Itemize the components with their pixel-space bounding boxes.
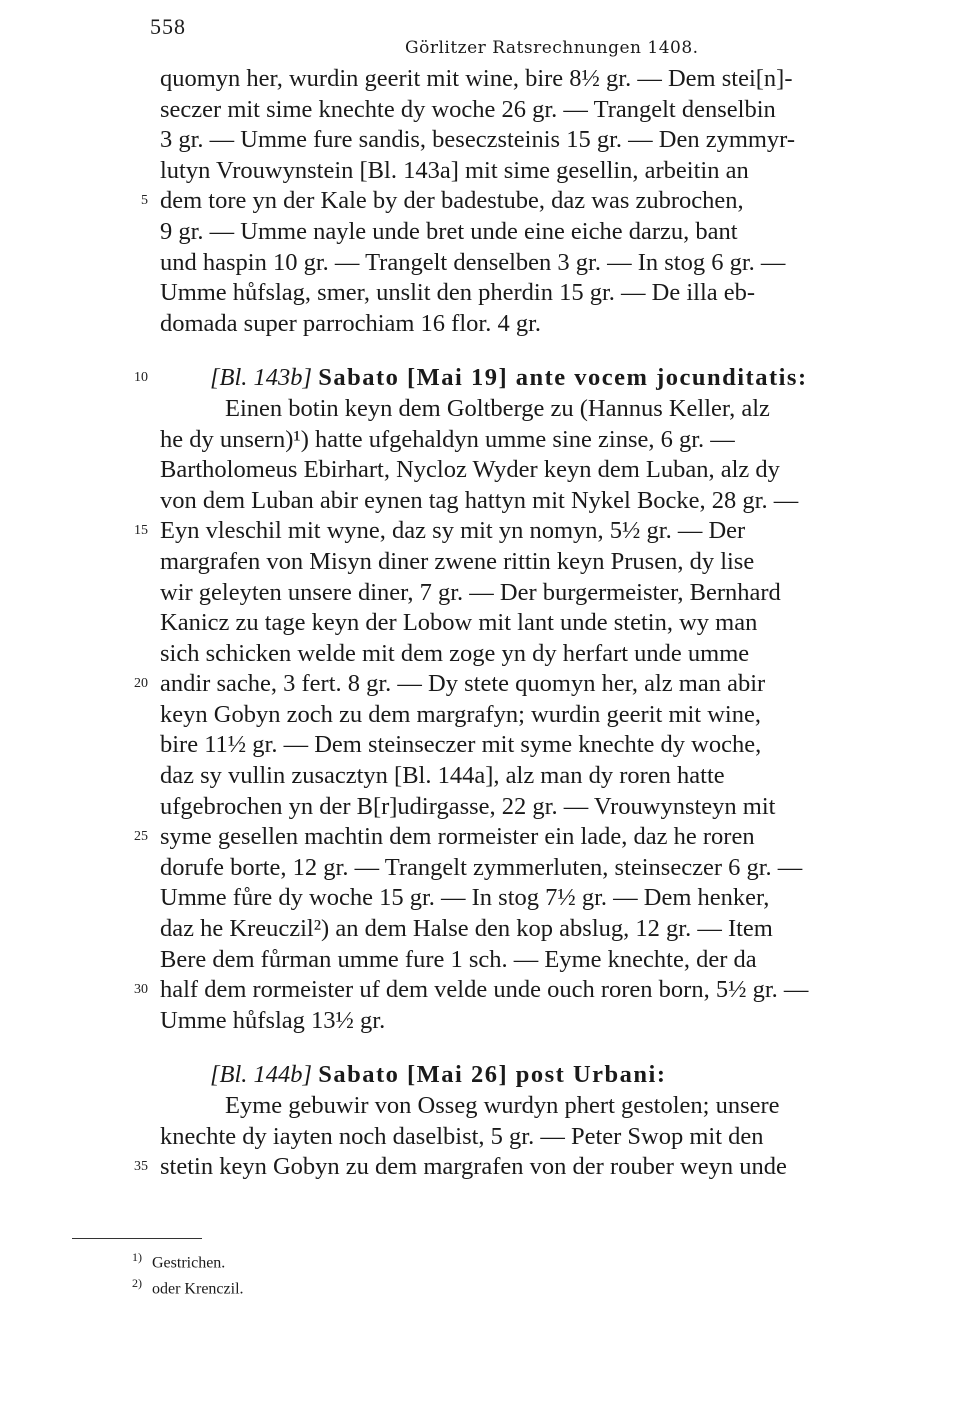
section-1-paragraph (110, 394, 900, 1036)
text-line (110, 975, 900, 1006)
folio-reference: [Bl. 143b] (210, 364, 313, 392)
line-text: Umme fůre dy woche 15 gr. — In stog 7½ gr. — Dem henker, (160, 884, 770, 912)
line-text: stetin keyn Gobyn zu dem margrafen von der rouber weyn unde (160, 1153, 787, 1181)
text-line (110, 1006, 900, 1037)
text-line (110, 1091, 900, 1122)
text-line (110, 669, 900, 700)
line-number: 20 (134, 676, 148, 692)
line-number: 25 (134, 829, 148, 845)
line-text: daz he Kreuczil²) an dem Halse den kop abslug, 12 gr. — Item (160, 915, 773, 943)
text-line (110, 547, 900, 578)
text-line (110, 822, 900, 853)
line-text: ufgebrochen yn der B[r]udirgasse, 22 gr. — Vrouwynsteyn mit (160, 792, 776, 820)
line-number: 35 (134, 1159, 148, 1175)
text-line (110, 248, 900, 279)
line-number: 30 (134, 982, 148, 998)
line-text: Umme hůfslag, smer, unslit den pherdin 15 gr. — De illa eb- (160, 279, 756, 307)
line-text: 9 gr. — Umme nayle unde bret unde eine eiche darzu, bant (160, 217, 738, 245)
line-text: bire 11½ gr. — Dem steinseczer mit syme knechte dy woche, (160, 731, 762, 759)
line-text: und haspin 10 gr. — Trangelt denselben 3 gr. — In stog 6 gr. — (160, 248, 786, 276)
text-line (110, 1152, 900, 1183)
line-text: daz sy vullin zusacztyn [Bl. 144a], alz man dy roren hatte (160, 762, 725, 790)
section-2-paragraph (110, 1091, 900, 1183)
line-text: dem tore yn der Kale by der badestube, daz was zubrochen, (160, 187, 744, 215)
text-line (110, 608, 900, 639)
text-line (110, 761, 900, 792)
line-text: sich schicken welde mit dem zoge yn dy herfart unde umme (160, 639, 750, 667)
running-head: Görlitzer Ratsrechnungen 1408. (405, 38, 699, 58)
footnote-text: oder Krenczil. (152, 1280, 244, 1298)
text-line (110, 883, 900, 914)
line-text: Bartholomeus Ebirhart, Nycloz Wyder keyn dem Luban, alz dy (160, 456, 780, 484)
text-line (110, 639, 900, 670)
spacer (110, 1036, 900, 1060)
folio-reference: [Bl. 144b] (210, 1061, 313, 1089)
intro-paragraph (110, 64, 900, 339)
line-text: von dem Luban abir eynen tag hattyn mit Nykel Bocke, 28 gr. — (160, 486, 799, 514)
line-text: he dy unsern)¹) hatte ufgehaldyn umme sine zinse, 6 gr. — (160, 425, 735, 453)
text-line (110, 125, 900, 156)
text-line (110, 853, 900, 884)
line-text: lutyn Vrouwynstein [Bl. 143a] mit sime gesellin, arbeitin an (160, 156, 749, 184)
text-line (110, 309, 900, 340)
line-text: half dem rormeister uf dem velde unde ouch roren born, 5½ gr. — (160, 976, 809, 1004)
footnote-mark: 1) (132, 1250, 142, 1264)
line-text: domada super parrochiam 16 flor. 4 gr. (160, 309, 542, 337)
text-line (110, 516, 900, 547)
text-line (110, 278, 900, 309)
text-line (110, 217, 900, 248)
section-title: Sabato [Mai 26] post Urbani: (318, 1061, 667, 1089)
line-text: andir sache, 3 fert. 8 gr. — Dy stete quomyn her, alz man abir (160, 670, 766, 698)
body-text (110, 64, 900, 1183)
line-text: Umme hůfslag 13½ gr. (160, 1006, 386, 1034)
spacer (110, 339, 900, 363)
line-text: seczer mit sime knechte dy woche 26 gr. — Trangelt denselbin (160, 95, 776, 123)
text-line (110, 945, 900, 976)
text-line (110, 486, 900, 517)
text-line (110, 455, 900, 486)
text-line (110, 730, 900, 761)
line-number: 10 (134, 370, 148, 386)
section-heading-1 (110, 363, 900, 394)
line-text: Kanicz zu tage keyn der Lobow mit lant unde stetin, wy man (160, 609, 758, 637)
page-number: 558 (150, 14, 186, 39)
text-line (110, 1122, 900, 1153)
line-text: 3 gr. — Umme fure sandis, beseczsteinis 15 gr. — Den zymmyr- (160, 126, 796, 154)
line-text: knechte dy iayten noch daselbist, 5 gr. — Peter Swop mit den (160, 1122, 764, 1150)
line-text: margrafen von Misyn diner zwene rittin keyn Prusen, dy lise (160, 547, 755, 575)
line-number: 15 (134, 523, 148, 539)
line-text: Bere dem fůrman umme fure 1 sch. — Eyme knechte, der da (160, 945, 757, 973)
footnote-text: Gestrichen. (152, 1254, 226, 1272)
line-number: 5 (141, 193, 148, 209)
text-line (110, 64, 900, 95)
section-title: Sabato [Mai 19] ante vocem jocunditatis: (318, 364, 808, 392)
line-text: dorufe borte, 12 gr. — Trangelt zymmerluten, steinseczer 6 gr. — (160, 853, 803, 881)
line-text: Einen botin keyn dem Goltberge zu (Hannus Keller, alz (225, 394, 770, 422)
footnote-rule (72, 1238, 202, 1239)
footnote (132, 1244, 244, 1270)
text-line (110, 425, 900, 456)
line-text: wir geleyten unsere diner, 7 gr. — Der burgermeister, Bernhard (160, 578, 781, 606)
text-line (110, 394, 900, 425)
text-line (110, 700, 900, 731)
text-line (110, 186, 900, 217)
line-text: quomyn her, wurdin geerit mit wine, bire 8½ gr. — Dem stei[n]- (160, 65, 793, 92)
text-line (110, 578, 900, 609)
line-text: Eyn vleschil mit wyne, daz sy mit yn nomyn, 5½ gr. — Der (160, 517, 746, 545)
footnote-mark: 2) (132, 1276, 142, 1290)
line-text: syme gesellen machtin dem rormeister ein lade, daz he roren (160, 823, 755, 851)
text-line (110, 156, 900, 187)
line-text: keyn Gobyn zoch zu dem margrafyn; wurdin geerit mit wine, (160, 700, 761, 728)
text-line (110, 95, 900, 126)
line-text: Eyme gebuwir von Osseg wurdyn phert gestolen; unsere (225, 1092, 780, 1119)
footnotes (132, 1244, 244, 1296)
footnote (132, 1270, 244, 1296)
section-heading-2 (110, 1060, 900, 1091)
text-line (110, 792, 900, 823)
text-line (110, 914, 900, 945)
